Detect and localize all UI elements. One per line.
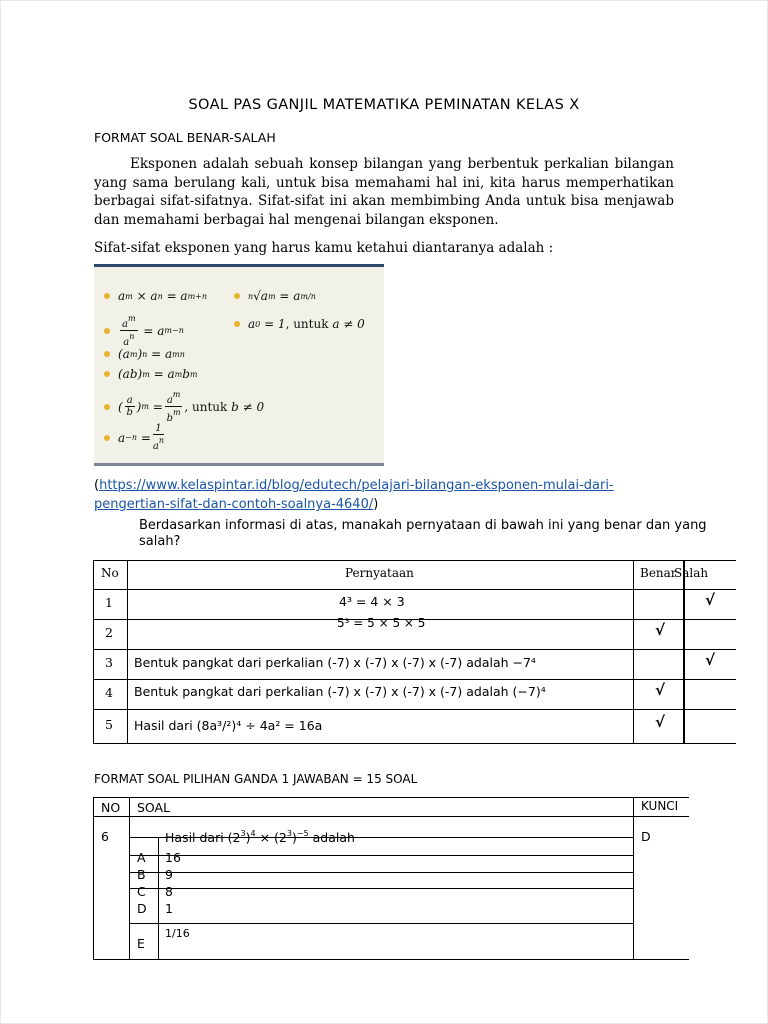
bullet-icon [104,371,110,377]
bullet-icon [104,293,110,299]
check-benar-2: √ [655,621,666,639]
rule-zero: a 0 = 1 , untuk a ≠ 0 [234,317,365,331]
section2-heading: FORMAT SOAL PILIHAN GANDA 1 JAWABAN = 15 SOAL [94,772,418,786]
option-label: D [137,901,147,916]
rule-quotient-power: ( $\frac{a}{b}$ ) m = $\frac{a^m}{b^m}$ , untuk b ≠ 0 [104,389,264,424]
rule-quotient-power-text: , untuk [184,399,228,414]
check-benar-5: √ [655,713,666,731]
section1-heading: FORMAT SOAL BENAR-SALAH [94,130,276,145]
statement-4: Bentuk pangkat dari perkalian (-7) x (-7) x (-7) x (-7) adalah (−7)⁴ [134,684,546,699]
option-value: 1/16 [165,927,190,940]
intro-text: Eksponen adalah sebuah konsep bilangan yang berbentuk perkalian bilangan yang sama berulang kali, untuk bisa memahami hal ini, kita harus memperhatikan berbagai sifat-sifatnya. Sifat-sifat ini akan membimbing Anda untuk bisa menjawab dan memahami berbagai hal mengenai bilangan eksponen. [94,156,674,228]
option-label: E [137,936,145,951]
header-benar: Benar [640,566,677,580]
option-value: 8 [165,884,173,899]
row-no: 4 [105,685,113,700]
option-label: A [137,850,146,865]
header-no: NO [101,800,121,815]
check-benar-4: √ [655,681,666,699]
check-salah-1: √ [705,591,716,609]
header-kunci: KUNCI [641,799,679,813]
bullet-icon [104,351,110,357]
check-salah-3: √ [705,651,716,669]
exponent-rules-image [94,264,384,466]
row-no: 1 [105,595,113,610]
question-no: 6 [101,829,109,844]
rule-zero-text: , untuk [285,317,329,331]
question-text: Berdasarkan informasi di atas, manakah pernyataan di bawah ini yang benar dan yang salah? [139,518,707,549]
intro-paragraph [94,155,674,229]
row-no: 2 [105,625,113,640]
answer-key: D [641,829,651,844]
option-value: 16 [165,850,181,865]
rule-root: n √a m = a m/n [234,289,316,303]
row-no: 5 [105,717,113,732]
header-salah: Salah [674,566,709,580]
option-value: 1 [165,901,173,916]
source-link[interactable]: (https://www.kelaspintar.id/blog/edutech/pelajari-bilangan-eksponen-mulai-dari-pengertian-sifat-dan-contoh-soalnya-4640/) [94,478,614,512]
question-6: Hasil dari $(2^3)^4 \times (2^3)^{-5}$ adalah [165,829,355,845]
header-soal: SOAL [137,800,171,815]
document-title: SOAL PAS GANJIL MATEMATIKA PEMINATAN KELAS X [188,97,580,113]
rule-negative: a −n = $\frac{1}{a^n}$ [104,423,166,452]
header-statement: Pernyataan [345,566,414,580]
bullet-icon [104,328,110,334]
row-no: 3 [105,655,113,670]
bullet-icon [104,404,110,410]
source-url[interactable]: https://www.kelaspintar.id/blog/edutech/pelajari-bilangan-eksponen-mulai-dari-pengertian-sifat-dan-contoh-soalnya-4640/ [94,478,614,512]
sifat-intro: Sifat-sifat eksponen yang harus kamu ketahui diantaranya adalah : [94,240,554,256]
rule-power: (a m ) n = a mn [104,347,185,361]
option-label: C [137,884,146,899]
statement-3: Bentuk pangkat dari perkalian (-7) x (-7) x (-7) x (-7) adalah −7⁴ [134,655,536,670]
statement-2: 5³ = 5 × 5 × 5 [337,616,426,630]
rule-quotient: $\frac{a^m}{a^n}$ = a m−n [104,313,184,348]
statement-1: 4³ = 4 × 3 [339,594,405,609]
bullet-icon [234,321,240,327]
header-no: No [101,566,119,580]
rule-product-power: (ab) m = a m b m [104,367,198,381]
rule-product: a m × a n = a m+n [104,289,207,303]
option-value: 9 [165,867,173,882]
statement-5: Hasil dari (8a³/²)⁴ ÷ 4a² = 16a [134,718,323,733]
bullet-icon [234,293,240,299]
option-label: B [137,867,146,882]
bullet-icon [104,435,110,441]
